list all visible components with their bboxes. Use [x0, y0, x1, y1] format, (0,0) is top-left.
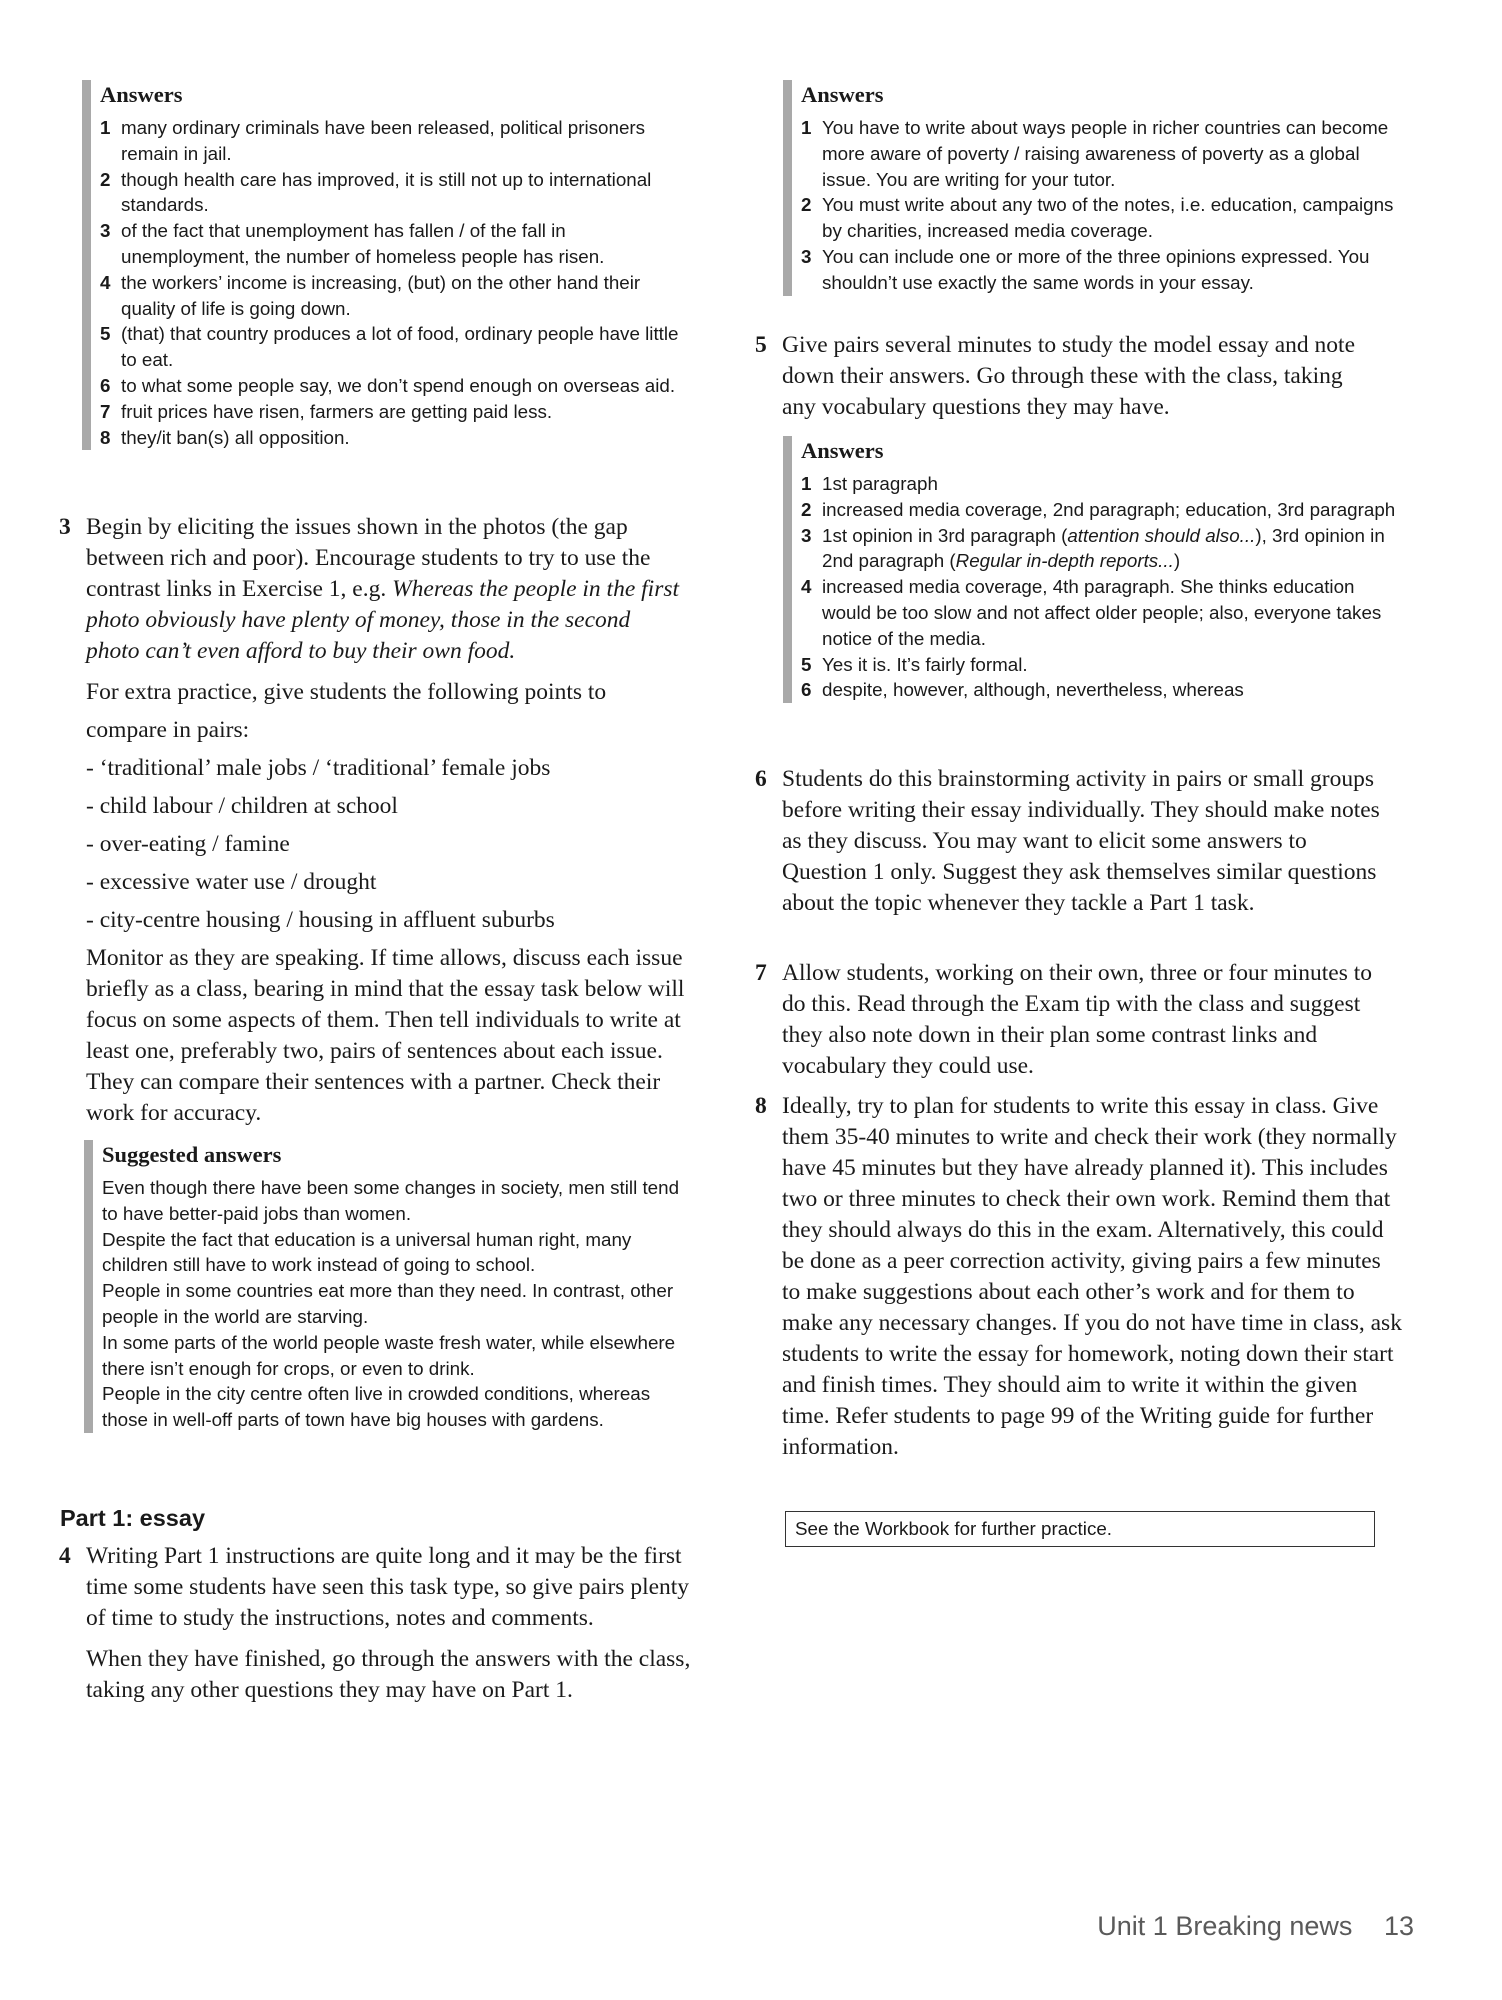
- answer-item: 6 despite, however, although, nevertheless, whereas: [801, 679, 1244, 701]
- exercise-8-text: Ideally, try to plan for students to write this essay in class. Give them 35-40 minutes to write and check their work (they normally have 45 minutes but they have already planned it). This includes two or three minutes to check their own work. Remind them that they should always do this in the exam. Alternatively, this could be done as a peer correction activity, giving pairs a few minutes to make suggestions about each other’s work and for them to make any necessary changes. If you do not have time in class, ask students to write the essay for homework, noting down their start and finish times. They should aim to write it within the given time. Refer students to page 99 of the Writing guide for further information.: [782, 1093, 1402, 1460]
- answer-item: 2 You must write about any two of the notes, i.e. education, campaigns by charities, increased media coverage.: [801, 194, 1394, 242]
- answer-item: 5 Yes it is. It’s fairly formal.: [801, 653, 1028, 675]
- answer-item: 1 many ordinary criminals have been released, political prisoners remain in jail.: [100, 117, 646, 164]
- answer-item: 4 increased media coverage, 4th paragraph. She thinks education would be too slow and not affect older people; also, everyone takes notice of the media.: [801, 576, 1382, 649]
- exercise-3-example: Whereas the people in the first photo obviously have plenty of money, those in the second photo can’t even afford to buy their own food.: [86, 576, 680, 664]
- exercise-4: [59, 1541, 696, 1706]
- answers-list: [801, 115, 1398, 296]
- answers-box-3: [783, 436, 1398, 703]
- exercise-3-intro: Begin by eliciting the issues shown in the photos (the gap between rich and poor). Encourage students to try to use the contrast links in Exercise 1, e.g. Whereas the people in the first photo obviously have plenty of money, those in the second photo can’t even afford to buy their own food.: [86, 514, 680, 664]
- suggested-answer: In some parts of the world people waste fresh water, while elsewhere there isn’t enough for crops, or even to drink.: [102, 1331, 676, 1379]
- exercise-7: [755, 958, 1382, 1082]
- suggested-answer: Despite the fact that education is a universal human right, many children still have to work instead of going to school.: [102, 1228, 632, 1276]
- page-footer: [1097, 1909, 1414, 1943]
- exercise-3-extra: For extra practice, give students the following points to compare in pairs:: [86, 679, 607, 743]
- answer-item: 7 fruit prices have risen, farmers are getting paid less.: [100, 400, 553, 422]
- exercise-7-text: Allow students, working on their own, three or four minutes to do this. Read through the Exam tip with the class and suggest they also note down in their plan some contrast links and vocabulary they could use.: [782, 960, 1373, 1079]
- bullet-item: - excessive water use / drought: [86, 869, 377, 895]
- answer-item: 3 1st opinion in 3rd paragraph (attention should also...), 3rd opinion in 2nd paragraph (Regular in-depth reports...): [801, 524, 1385, 572]
- exercise-4-text: Writing Part 1 instructions are quite long and it may be the first time some students have seen this task type, so give pairs plenty of time to study the instructions, notes and comments.: [86, 1543, 690, 1631]
- exercise-number: 4: [59, 1543, 71, 1569]
- exercise-number: 3: [59, 514, 71, 540]
- answers-title: Answers: [100, 82, 183, 107]
- answers-box-2: [783, 80, 1398, 296]
- exercise-6: [755, 764, 1382, 919]
- answer-item: 2 though health care has improved, it is still not up to international standards.: [100, 168, 652, 216]
- answer-item: 2 increased media coverage, 2nd paragraph; education, 3rd paragraph: [801, 498, 1396, 520]
- answer-item: 3 of the fact that unemployment has fallen / of the fall in unemployment, the number of homeless people has risen.: [100, 220, 605, 267]
- suggested-answers-box: [84, 1140, 699, 1433]
- workbook-note: See the Workbook for further practice.: [785, 1511, 1375, 1547]
- bullet-item: - child labour / children at school: [86, 793, 398, 819]
- suggested-answer: People in some countries eat more than they need. In contrast, other people in the world are starving.: [102, 1280, 674, 1327]
- exercise-4-followup: When they have finished, go through the answers with the class, taking any other questions they may have on Part 1.: [86, 1646, 691, 1703]
- answers-list: [100, 115, 697, 450]
- answers-box-1: [82, 80, 697, 450]
- answer-item: 1 1st paragraph: [801, 473, 938, 494]
- bullet-item: - city-centre housing / housing in affluent suburbs: [86, 907, 555, 933]
- exercise-3: [59, 512, 686, 1129]
- answer-item: 3 You can include one or more of the three opinions expressed. You shouldn’t use exactly the same words in your essay.: [801, 245, 1370, 293]
- exercise-number: 8: [755, 1093, 767, 1119]
- answer-item: 6 to what some people say, we don’t spend enough on overseas aid.: [100, 374, 676, 396]
- page-number: 13: [1383, 1911, 1414, 1941]
- answer-item: 1 You have to write about ways people in richer countries can become more aware of poverty / raising awareness of poverty as a global issue. You are writing for your tutor.: [801, 117, 1389, 190]
- answer-item: 4 the workers’ income is increasing, (but) on the other hand their quality of life is going down.: [100, 271, 641, 319]
- exercise-8: [755, 1091, 1402, 1463]
- suggested-answers-title: Suggested answers: [102, 1142, 282, 1167]
- bullet-item: - over-eating / famine: [86, 831, 290, 857]
- answers-list: [801, 471, 1398, 703]
- answers-title: Answers: [801, 82, 884, 107]
- exercise-5: [755, 330, 1382, 423]
- answer-item: 8 they/it ban(s) all opposition.: [100, 426, 350, 448]
- answers-title: Answers: [801, 438, 884, 463]
- answer-item: 5 (that) that country produces a lot of food, ordinary people have little to eat.: [100, 323, 679, 371]
- suggested-answer: Even though there have been some changes in society, men still tend to have better-paid jobs than women.: [102, 1177, 680, 1224]
- exercise-6-text: Students do this brainstorming activity in pairs or small groups before writing their essay individually. They should make notes as they discuss. You may want to elicit some answers to Question 1 only. Suggest they ask themselves similar questions about the topic whenever they tackle a Part 1 task.: [782, 766, 1380, 916]
- part1-heading: Part 1: essay: [60, 1505, 206, 1531]
- exercise-number: 5: [755, 332, 767, 358]
- unit-title: Breaking news: [1175, 1911, 1353, 1941]
- exercise-number: 6: [755, 766, 767, 792]
- unit-label: Unit 1: [1097, 1911, 1168, 1941]
- exercise-5-text: Give pairs several minutes to study the model essay and note down their answers. Go through these with the class, taking any vocabulary questions they may have.: [782, 332, 1356, 420]
- suggested-answer: People in the city centre often live in crowded conditions, whereas those in well-off parts of town have big houses with gardens.: [102, 1383, 651, 1431]
- bullet-item: - ‘traditional’ male jobs / ‘traditional’ female jobs: [86, 755, 551, 781]
- exercise-3-monitor: Monitor as they are speaking. If time allows, discuss each issue briefly as a class, bearing in mind that the essay task below will focus on some aspects of them. Then tell individuals to write at least one, preferably two, pairs of sentences about each issue. They can compare their sentences with a partner. Check their work for accuracy.: [86, 945, 685, 1126]
- exercise-number: 7: [755, 960, 767, 986]
